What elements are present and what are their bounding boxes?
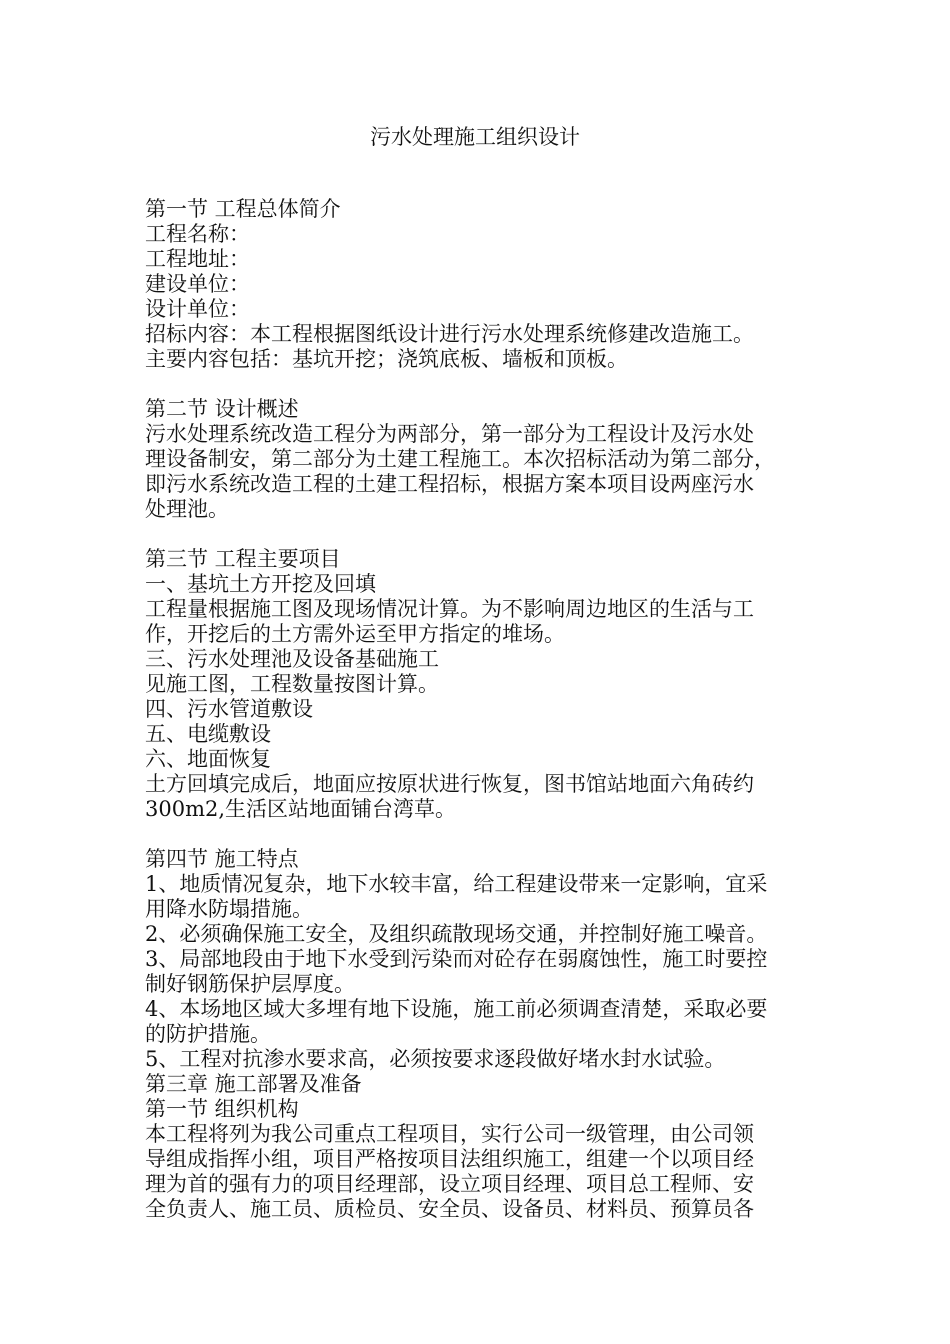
text-line: 5、工程对抗渗水要求高，必须按要求逐段做好堵水封水试验。: [145, 1047, 726, 1071]
text-line: 作，开挖后的土方需外运至甲方指定的堆场。: [145, 622, 565, 646]
text-line: 工程地址：: [145, 247, 250, 271]
text-line: 土方回填完成后，地面应按原状进行恢复，图书馆站地面六角砖约: [145, 772, 754, 796]
text-line: 工程量根据施工图及现场情况计算。为不影响周边地区的生活与工: [145, 597, 754, 621]
text-line: 第一节 组织机构: [145, 1097, 299, 1121]
text-line: 理为首的强有力的项目经理部，设立项目经理、项目总工程师、安: [145, 1172, 754, 1196]
text-line: 导组成指挥小组，项目严格按项目法组织施工，组建一个以项目经: [145, 1147, 754, 1171]
text-line: 300m2,生活区站地面铺台湾草。: [145, 797, 457, 821]
text-line: 三、污水处理池及设备基础施工: [145, 647, 439, 671]
text-line: 4、本场地区域大多埋有地下设施，施工前必须调查清楚，采取必要: [145, 997, 768, 1021]
text-line: 即污水系统改造工程的土建工程招标，根据方案本项目设两座污水: [145, 472, 754, 496]
paragraph-gap: [145, 372, 813, 397]
text-line: 四、污水管道敷设: [145, 697, 313, 721]
text-line: 制好钢筋保护层厚度。: [145, 972, 355, 996]
text-line: 本工程将列为我公司重点工程项目，实行公司一级管理，由公司领: [145, 1122, 754, 1146]
text-line: 第三章 施工部署及准备: [145, 1072, 362, 1096]
paragraph-gap: [145, 822, 813, 847]
text-line: 全负责人、施工员、质检员、安全员、设备员、材料员、预算员各: [145, 1197, 754, 1221]
document-title: 污水处理施工组织设计: [370, 125, 580, 149]
document-body: [145, 197, 813, 1222]
text-line: 主要内容包括：基坑开挖；浇筑底板、墙板和顶板。: [145, 347, 628, 371]
text-line: 建设单位：: [145, 272, 250, 296]
text-line: 六、地面恢复: [145, 747, 271, 771]
text-line: 理设备制安，第二部分为土建工程施工。本次招标活动为第二部分，: [145, 447, 775, 471]
text-line: 处理池。: [145, 497, 229, 521]
text-line: 第四节 施工特点: [145, 847, 299, 871]
text-line: 见施工图，工程数量按图计算。: [145, 672, 439, 696]
text-line: 3、局部地段由于地下水受到污染而对砼存在弱腐蚀性，施工时要控: [145, 947, 768, 971]
text-line: 第二节 设计概述: [145, 397, 299, 421]
text-line: 工程名称：: [145, 222, 250, 246]
text-line: 的防护措施。: [145, 1022, 271, 1046]
text-line: 五、电缆敷设: [145, 722, 271, 746]
text-line: 第一节 工程总体简介: [145, 197, 341, 221]
text-line: 招标内容：本工程根据图纸设计进行污水处理系统修建改造施工。: [145, 322, 754, 346]
text-line: 1、地质情况复杂，地下水较丰富，给工程建设带来一定影响，宜采: [145, 872, 768, 896]
text-line: 设计单位：: [145, 297, 250, 321]
paragraph-gap: [145, 522, 813, 547]
text-line: 污水处理系统改造工程分为两部分，第一部分为工程设计及污水处: [145, 422, 754, 446]
text-line: 一、基坑土方开挖及回填: [145, 572, 376, 596]
text-line: 第三节 工程主要项目: [145, 547, 341, 571]
text-line: 2、必须确保施工安全，及组织疏散现场交通，并控制好施工噪音。: [145, 922, 768, 946]
text-line: 用降水防塌措施。: [145, 897, 313, 921]
